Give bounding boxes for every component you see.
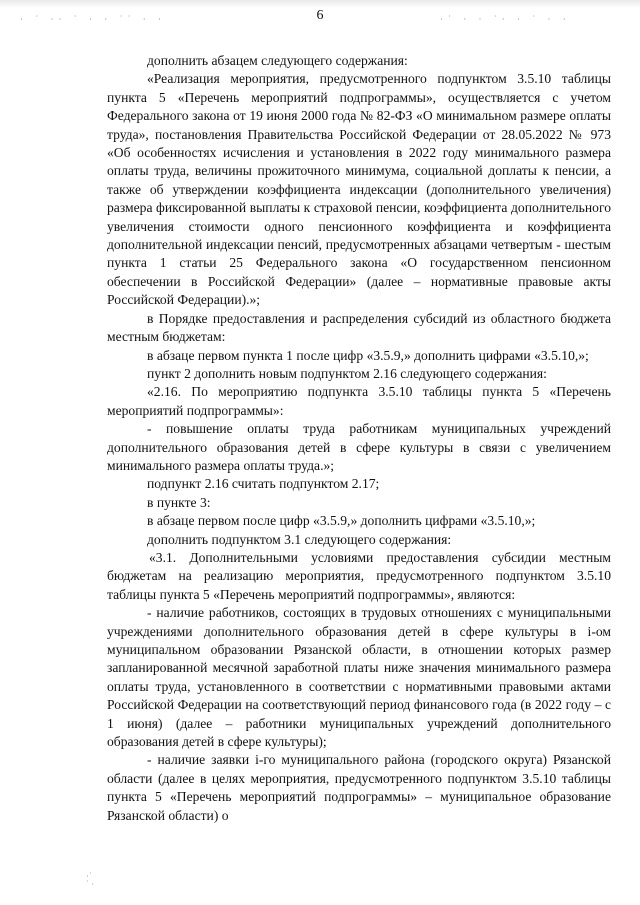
- paragraph: в Порядке предоставления и распределения субсидий из областного бюджета местным бюджетам:: [107, 310, 611, 345]
- paragraph: дополнить подпунктом 3.1 следующего содержания:: [147, 531, 452, 547]
- paragraph: «2.16. По мероприятию подпункта 3.5.10 таблицы пункта 5 «Перечень мероприятий подпрограммы»:: [107, 384, 611, 418]
- paragraph: дополнить абзацем следующего содержания:: [147, 53, 408, 68]
- paragraph: - наличие заявки i-го муниципального района (городского округа) Рязанской области (далее в целях мероприятия, предусмотренного подпунктом 3.5.10 таблицы пункта 5 «Перечень мероприятий подпрограммы» – муниципальное образование Рязанской области) о: [107, 752, 611, 823]
- paragraph: «3.1. Дополнительными условиями предоставления субсидии местным бюджетам на реализацию мероприятия, предусмотренного подпунктом 3.5.10 таблицы пункта 5 «Перечень мероприятий подпрограммы», являются:: [107, 549, 611, 602]
- scan-noise-left: · ˙ ·· ˙ · · ˙˙ · ·: [20, 14, 166, 24]
- paragraph: пункт 2 дополнить новым подпунктом 2.16 следующего содержания:: [147, 365, 547, 381]
- paragraph: - наличие работников, состоящих в трудовых отношениях с муниципальными учреждениями дополнительного образования детей в сфере культуры в i-ом муниципальном образовании Рязанской области, в отношении которых размер запланированной месячной заработной платы ниже значения минимального размера оплаты труда, установленного в соответствии с нормативными правовыми актами Российской Федерации на соответствующий период финансового года (в 2022 году – с 1 июня) (далее – работники муниципальных учреждений дополнительного образования детей в сфере культуры);: [107, 605, 611, 750]
- scan-top-edge: [0, 0, 640, 8]
- scan-noise-right: ·˙ · · ˙· · ˙ · ·: [440, 14, 571, 24]
- page-number: 6: [316, 8, 324, 23]
- paragraph: - повышение оплаты труда работникам муниципальных учреждений дополнительного образования детей в сфере культуры в связи с увеличением минимального размера оплаты труда.»;: [107, 421, 611, 473]
- paragraph: в абзаце первом пункта 1 после цифр «3.5.9,» дополнить цифрами «3.5.10,»;: [147, 347, 589, 363]
- paragraph: в пункте 3:: [147, 494, 211, 510]
- scan-noise-bottom: ·˙ ˙ ·: [86, 871, 95, 889]
- paragraph: подпункт 2.16 считать подпунктом 2.17;: [147, 476, 380, 492]
- document-body: [107, 52, 611, 825]
- paragraph: в абзаце первом после цифр «3.5.9,» дополнить цифрами «3.5.10,»;: [147, 513, 536, 529]
- paragraph: «Реализация мероприятия, предусмотренного подпунктом 3.5.10 таблицы пункта 5 «Перечень мероприятий подпрограммы», осуществляется с учетом Федерального закона от 19 июня 2000 года № 82-ФЗ «О минимальном размере оплаты труда», постановления Правительства Российской Федерации от 28.05.2022 № 973 «Об особенностях исчисления и установления в 2022 году минимального размера оплаты труда, величины прожиточного минимума, социальной доплаты к пенсии, а также об утверждении коэффициента индексации (дополнительного увеличения) размера фиксированной выплаты к страховой пенсии, коэффициента дополнительного увеличения стоимости одного пенсионного коэффициента и коэффициента дополнительной индексации пенсий, предусмотренных абзацами четвертым - шестым пункта 1 статьи 25 Федерального закона «О государственном пенсионном обеспечении в Российской Федерации» (далее – нормативные правовые акты Российской Федерации).»;: [107, 71, 611, 308]
